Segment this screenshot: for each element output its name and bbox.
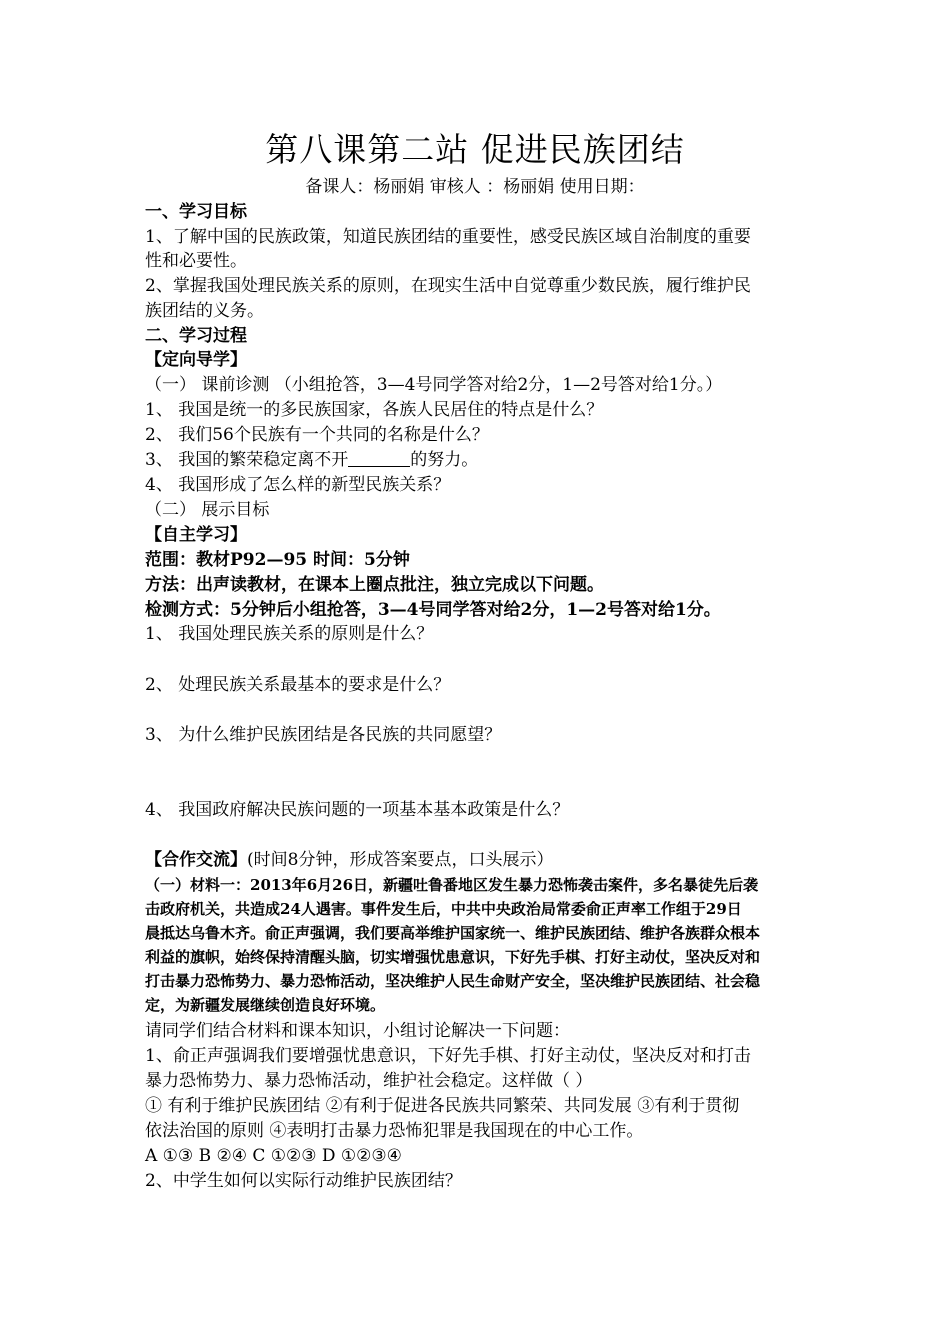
guide-heading: 【定向导学】	[145, 350, 247, 370]
question-3-after: 的努力。	[410, 450, 479, 470]
question-3-before: 3、 我国的繁荣稳定离不开	[145, 450, 349, 470]
fill-in-blank	[348, 448, 410, 467]
self-question-4: 4、 我国政府解决民族问题的一项基本基本政策是什么？	[145, 800, 570, 820]
goal-1-line-1: 1、了解中国的民族政策，知道民族团结的重要性，感受民族区域自治制度的重要	[145, 227, 751, 247]
goal-1-line-2: 性和必要性。	[145, 251, 247, 271]
self-question-2: 2、 处理民族关系最基本的要求是什么？	[145, 675, 451, 695]
question-3	[145, 448, 815, 472]
coop-note: (时间8分钟，形成答案要点，口头展示）	[247, 850, 554, 870]
coop-question-1-line-1: 1、俞正声强调我们要增强忧患意识，下好先手棋、打好主动仗，坚决反对和打击	[145, 1046, 751, 1066]
guide-subheading-1: （一） 课前诊测 （小组抢答，3—4号同学答对给2分，1—2号答对给1分。）	[145, 375, 723, 395]
coop-heading: 【合作交流】	[145, 850, 247, 870]
author-line: 备课人：杨丽娟 审核人 ：杨丽娟 使用日期：	[305, 177, 645, 197]
self-question-1: 1、 我国处理民族关系的原则是什么？	[145, 624, 434, 644]
material-line-1: （一）材料一：2013年6月26日，新疆吐鲁番地区发生暴力恐怖袭击案件，多名暴徒先后袭	[145, 876, 759, 894]
material-line-4: 利益的旗帜，始终保持清醒头脑，切实增强忧患意识，下好先手棋、打好主动仗，坚决反对和	[145, 948, 761, 966]
question-2: 2、 我们56个民族有一个共同的名称是什么？	[145, 425, 489, 445]
self-study-method: 方法：出声读教材，在课本上圈点批注，独立完成以下问题。	[145, 575, 604, 595]
self-study-scope: 范围：教材P92—95 时间：5分钟	[145, 550, 410, 570]
question-1: 1、 我国是统一的多民族国家，各族人民居住的特点是什么？	[145, 400, 604, 420]
process-heading: 二、学习过程	[145, 326, 247, 346]
options-line-1: ① 有利于维护民族团结 ②有利于促进各民族共同繁荣、共同发展 ③有利于贯彻	[145, 1096, 740, 1116]
self-question-3: 3、 为什么维护民族团结是各民族的共同愿望？	[145, 725, 502, 745]
self-study-check: 检测方式：5分钟后小组抢答，3—4号同学答对给2分，1—2号答对给1分。	[145, 600, 721, 620]
goals-heading: 一、学习目标	[145, 202, 247, 222]
options-line-2: 依法治国的原则 ④表明打击暴力恐怖犯罪是我国现在的中心工作。	[145, 1121, 644, 1141]
material-line-2: 击政府机关，共造成24人遇害。事件发生后，中共中央政治局常委俞正声率工作组于29日	[145, 900, 742, 918]
coop-question-2: 2、中学生如何以实际行动维护民族团结？	[145, 1171, 462, 1191]
page-title: 第八课第二站 促进民族团结	[265, 130, 685, 169]
goal-2-line-2: 族团结的义务。	[145, 301, 264, 321]
material-line-3: 晨抵达乌鲁木齐。俞正声强调，我们要高举维护国家统一、维护民族团结、维护各族群众根本	[145, 924, 761, 942]
coop-heading-line	[145, 848, 815, 872]
self-study-heading: 【自主学习】	[145, 525, 247, 545]
discussion-prompt: 请同学们结合材料和课本知识，小组讨论解决一下问题：	[145, 1021, 570, 1041]
question-4: 4、 我国形成了怎么样的新型民族关系？	[145, 475, 451, 495]
answer-choices: A ①③ B ②④ C ①②③ D ①②③④	[145, 1146, 402, 1166]
coop-question-1-line-2: 暴力恐怖势力、暴力恐怖活动，维护社会稳定。这样做（ ）	[145, 1071, 593, 1091]
material-line-6: 定，为新疆发展继续创造良好环境。	[145, 996, 386, 1014]
material-line-5: 打击暴力恐怖势力、暴力恐怖活动，坚决维护人民生命财产安全，坚决维护民族团结、社会稳	[145, 972, 761, 990]
guide-subheading-2: （二） 展示目标	[145, 500, 270, 520]
goal-2-line-1: 2、掌握我国处理民族关系的原则，在现实生活中自觉尊重少数民族，履行维护民	[145, 276, 751, 296]
